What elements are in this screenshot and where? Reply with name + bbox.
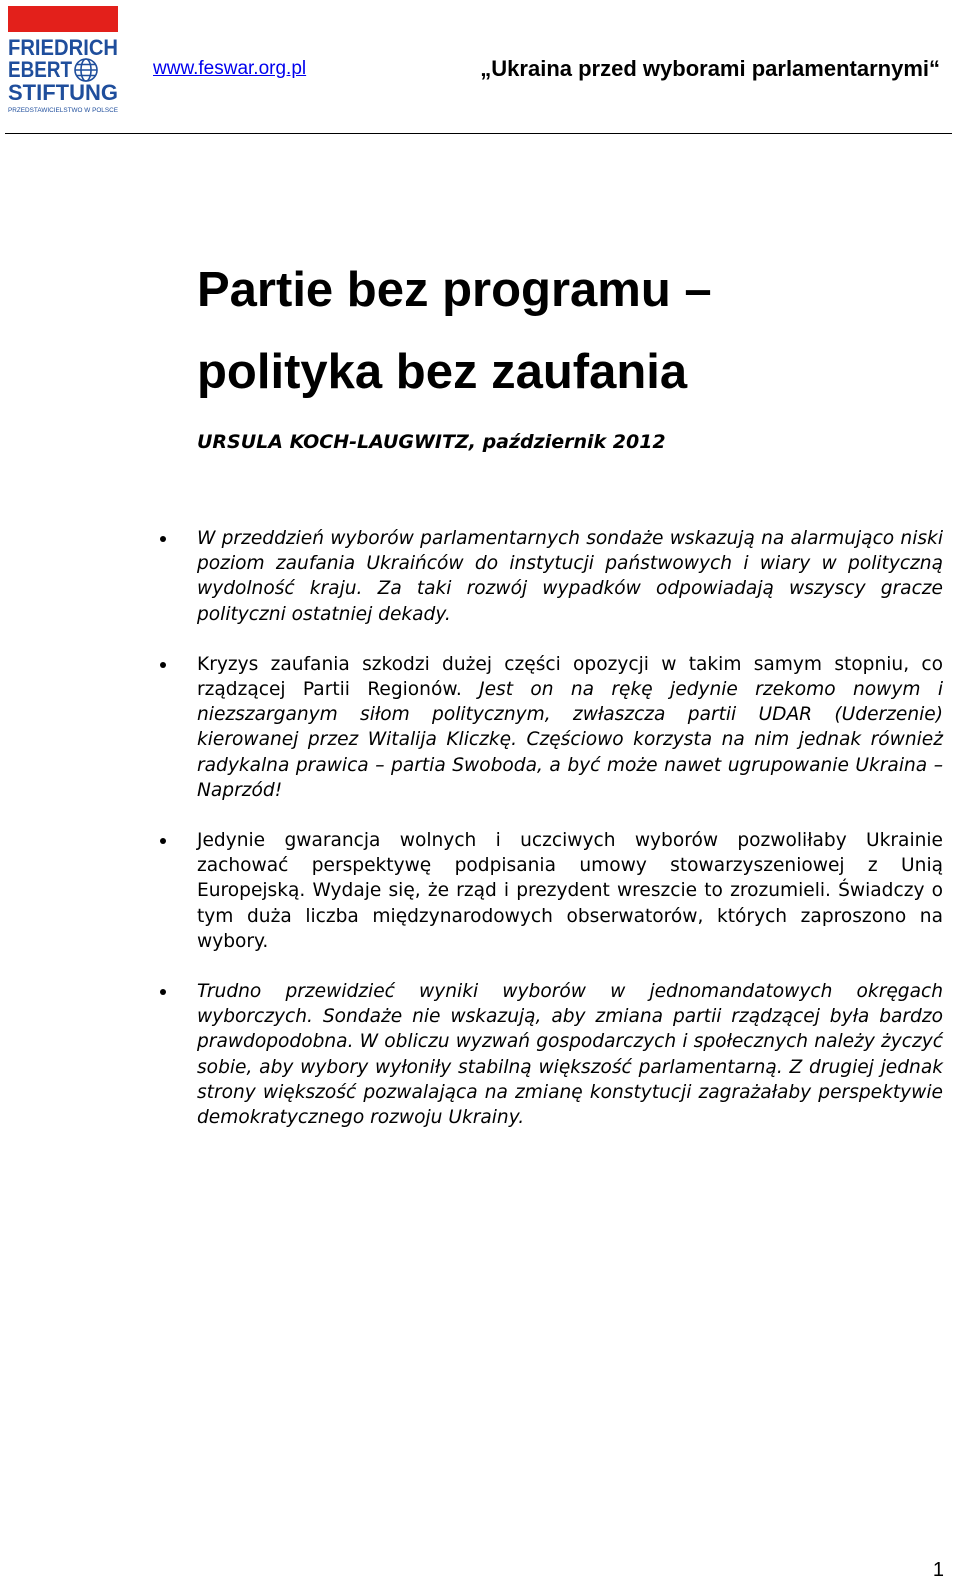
svg-text:FRIEDRICH: FRIEDRICH [8, 35, 118, 60]
bullet-point-icon [160, 989, 166, 995]
svg-text:EBERT: EBERT [8, 57, 73, 82]
author-byline: URSULA KOCH-LAUGWITZ, październik 2012 [197, 431, 666, 453]
document-title-line-2: polityka bez zaufania [197, 345, 688, 399]
bullet-point-icon [160, 838, 166, 844]
friedrich-ebert-stiftung-logo [8, 6, 120, 116]
bullet-text: Trudno przewidzieć wyniki wyborów w jednomandatowych okręgach wyborczych. Sondaże nie wskazują, aby zmiana partii rządzącej była bardzo prawdopodobna. W obliczu wyzwań gospodarczych i społecznych należy życzyć sobie, aby wybory wyłoniły stabilną większość parlamentarną. Z drugiej jednak strony większość pozwalająca na zmianę konstytucji zagrażałaby perspektywie demokratycznego rozwoju Ukrainy. [197, 981, 943, 1129]
summary-bullet [0, 526, 960, 627]
bullet-text-upright: Kryzys zaufania szkodzi dużej części opozycji w takim samym stopniu, co rządzącej Partii Regionów. [197, 653, 943, 701]
bullet-text: W przeddzień wyborów parlamentarnych sondaże wskazują na alarmująco niski poziom zaufania Ukraińców do instytucji państwowych i wiary w polityczną wydolność kraju. Za taki rozwój wypadków odpowiadają wszyscy gracze polityczni ostatniej dekady. [197, 528, 943, 625]
page-number: 1 [932, 1559, 944, 1581]
document-title-line-1: Partie bez programu – [197, 263, 712, 317]
summary-bullet [0, 979, 960, 1130]
summary-bullet [0, 828, 960, 954]
summary-bullet [0, 652, 960, 803]
bullet-point-icon [160, 536, 166, 542]
summary-bullet-list [0, 526, 960, 1155]
series-title: „Ukraina przed wyborami parlamentarnymi“ [480, 56, 940, 81]
website-link[interactable]: www.feswar.org.pl [153, 58, 307, 79]
bullet-text [197, 652, 943, 803]
bullet-point-icon [160, 662, 166, 668]
bullet-text: Jedynie gwarancja wolnych i uczciwych wyborów pozwoliłaby Ukrainie zachować perspektywę podpisania umowy stowarzyszeniowej z Unią Europejską. Wydaje się, że rząd i prezydent wreszcie to zrozumieli. Świadczy o tym duża liczba międzynarodowych obserwatorów, których zaproszono na wybory. [197, 830, 943, 952]
svg-text:STIFTUNG: STIFTUNG [8, 80, 118, 105]
header-divider [5, 133, 952, 134]
bullet-text-italic: Jest on na rękę jedynie rzekomo nowym i niezszarganym siłom politycznym, zwłaszcza partii UDAR (Uderzenie) kierowanej przez Witalija Kliczkę. Częściowo korzysta na nim jednak również radykalna prawica – partia Swoboda, a być może nawet ugrupowanie Ukraina – Naprzód! [197, 679, 943, 801]
svg-text:PRZEDSTAWICIELSTWO W POLSCE: PRZEDSTAWICIELSTWO W POLSCE [8, 107, 119, 114]
